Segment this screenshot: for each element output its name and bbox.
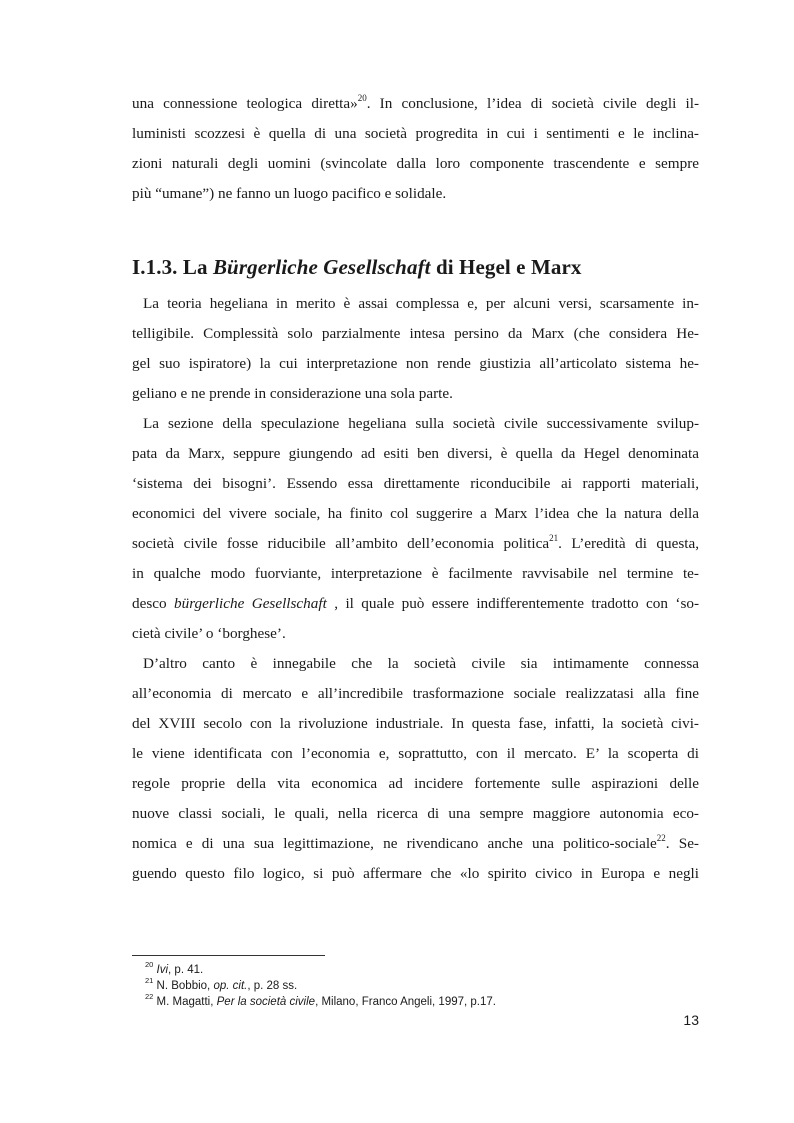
body-line: ‘sistema dei bisogni’. Essendo essa direttamente riconducibile ai rapporti materiali, (132, 475, 699, 492)
body-line: più “umane”) ne fanno un luogo pacifico e solidale. (132, 185, 447, 202)
footnote: $^{22}$ M. Magatti, Per la società civile, Milano, Franco Angeli, 1997, p.17. (145, 992, 496, 1008)
footnote-ref[interactable]: 21 (549, 532, 559, 543)
body-line: zioni naturali degli uomini (svincolate dalla loro componente trascendente e sempre (132, 155, 699, 172)
body-line: società civile fosse riducibile all’ambito dell’economia politica$^{21}$. L’eredità di questa, (132, 532, 699, 552)
body-line: guendo questo filo logico, si può affermare che «lo spirito civico in Europa e negli (132, 865, 699, 882)
body-line: desco bürgerliche Gesellschaft , il quale può essere indifferentemente tradotto con ‘so- (132, 595, 700, 612)
body-line: geliano e ne prende in considerazione una sola parte. (132, 385, 453, 402)
body-line: regole proprie della vita economica ad incidere fortemente sulle aspirazioni delle (132, 775, 699, 792)
body-line: le viene identificata con l’economia e, soprattutto, con il mercato. E’ la scoperta di (132, 745, 699, 762)
body-line: del XVIII secolo con la rivoluzione industriale. In questa fase, infatti, la società civi- (132, 715, 699, 732)
footnote-ref[interactable]: 22 (656, 832, 666, 843)
body-line: nuove classi sociali, le quali, nella ricerca di una sempre maggiore autonomia eco- (132, 805, 699, 822)
body-line: telligibile. Complessità solo parzialmente intesa persino da Marx (che considera He- (132, 325, 699, 342)
body-line: La teoria hegeliana in merito è assai complessa e, per alcuni versi, scarsamente in- (143, 295, 699, 312)
body-line: all’economia di mercato e all’incredibile trasformazione sociale realizzatasi alla fine (132, 685, 699, 702)
body-line: una connessione teologica diretta»$^{20}$. In conclusione, l’idea di società civile degli il- (132, 92, 699, 112)
body-line: economici del vivere sociale, ha finito col suggerire a Marx l’idea che la natura della (132, 505, 699, 522)
body-line: D’altro canto è innegabile che la società civile sia intimamente connessa (143, 655, 699, 672)
body-line: cietà civile’ o ‘borghese’. (132, 625, 286, 642)
body-line: pata da Marx, seppure giungendo ad esiti ben diversi, è quella da Hegel denominata (132, 445, 699, 462)
body-line: gel suo ispiratore) la cui interpretazione non rende giustizia all’articolato sistema he- (132, 355, 699, 372)
body-line: luministi scozzesi è quella di una società progredita in cui i sentimenti e le inclina- (132, 125, 699, 142)
footnote-divider (132, 955, 325, 956)
page-number: 13 (683, 1012, 699, 1028)
body-line: nomica e di una sua legittimazione, ne rivendicano anche una politico-sociale$^{22}$. Se- (132, 832, 699, 852)
section-heading: I.1.3. La Bürgerliche Gesellschaft di Hegel e Marx (132, 255, 582, 279)
footnote: $^{21}$ N. Bobbio, op. cit., p. 28 ss. (145, 976, 298, 992)
body-line: in qualche modo fuorviante, interpretazione è facilmente ravvisabile nel termine te- (132, 565, 699, 582)
body-line: La sezione della speculazione hegeliana sulla società civile successivamente svilup- (143, 415, 699, 432)
footnote: $^{20}$ Ivi, p. 41. (145, 960, 204, 976)
footnote-ref[interactable]: 20 (357, 92, 367, 103)
